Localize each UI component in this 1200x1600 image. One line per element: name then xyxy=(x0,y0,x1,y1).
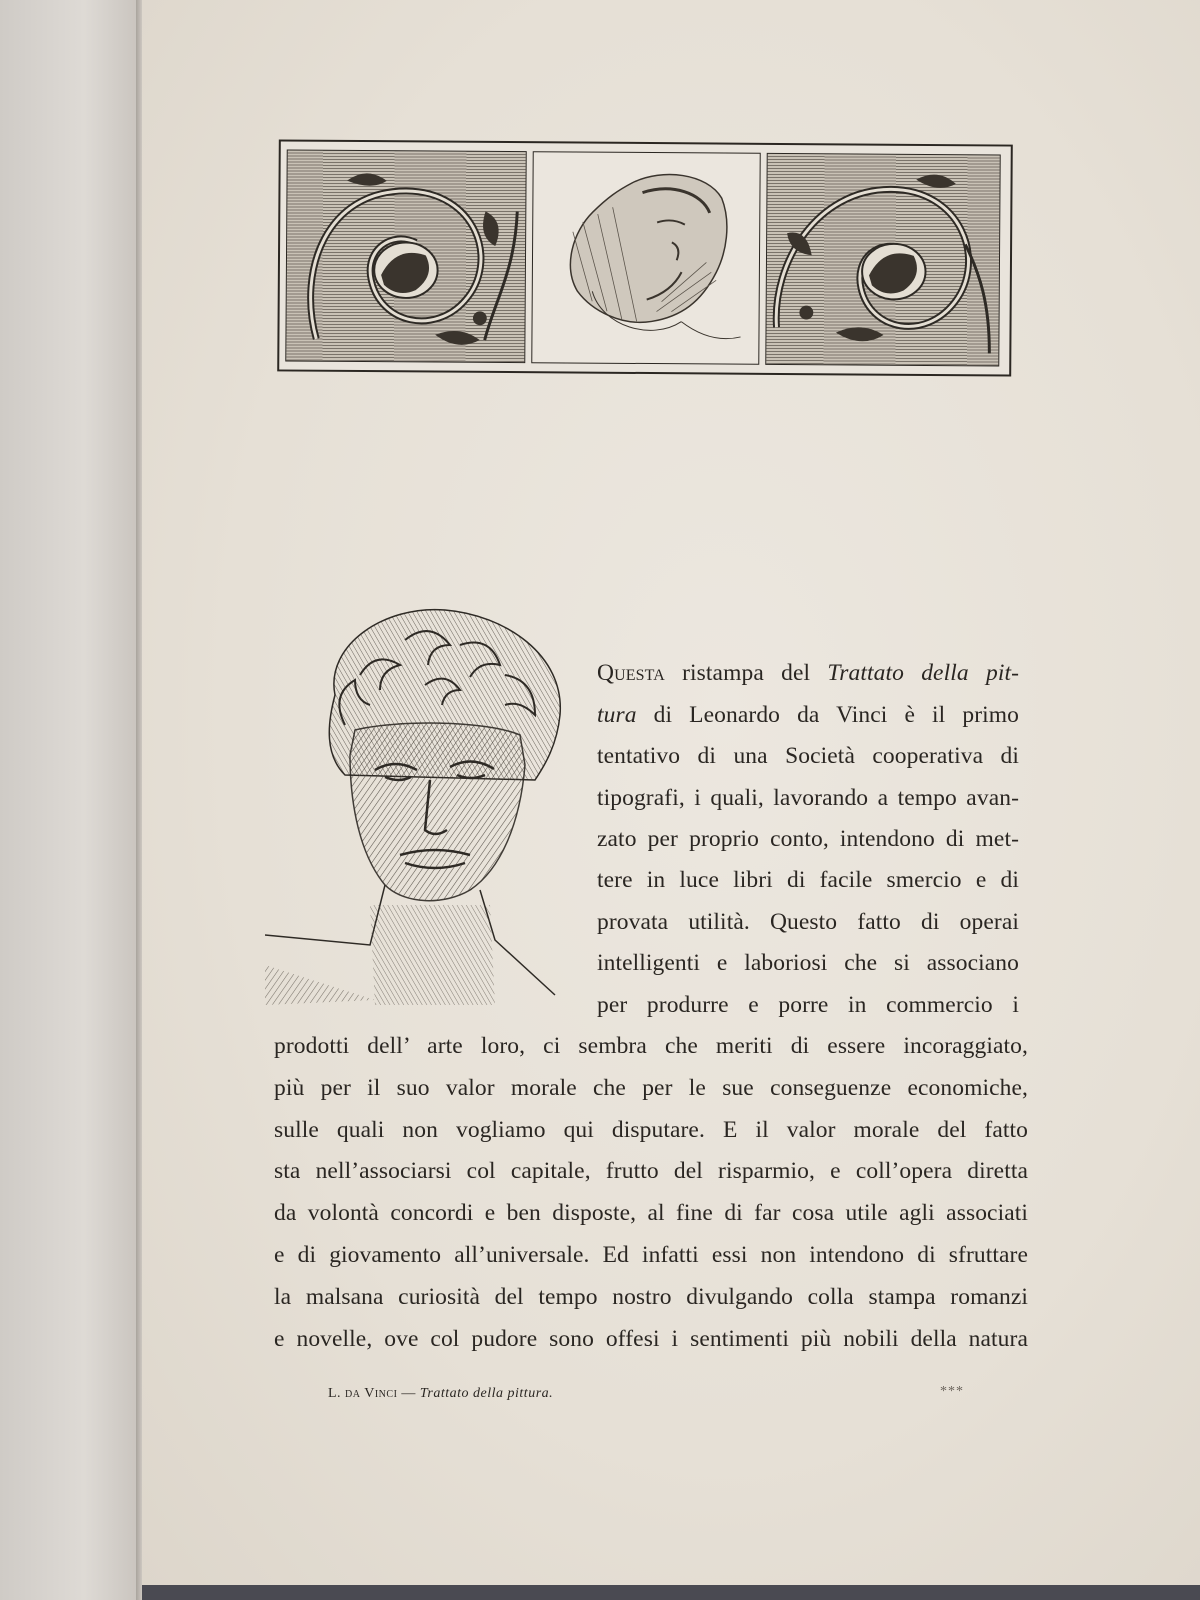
body-line-17: e novelle, ove col pudore sono offesi i sentimenti più nobili della natura xyxy=(274,1326,1028,1352)
signature-mark: *** xyxy=(940,1384,964,1399)
engraved-head-icon xyxy=(265,605,585,1030)
body-line-5: zato per proprio conto, intendono di met- xyxy=(597,826,1019,852)
engraved-portrait xyxy=(265,605,585,1030)
header-ornament-band xyxy=(277,139,1013,376)
footer-separator: — xyxy=(397,1386,420,1401)
book-title-part-2: tura xyxy=(597,702,637,728)
scroll-ornament-left xyxy=(285,149,526,363)
body-line-15: e di giovamento all’universale. Ed infatti essi non intendono di sfruttare xyxy=(274,1242,1028,1268)
bearded-head-vignette xyxy=(531,151,760,365)
bearded-head-icon xyxy=(532,152,759,364)
page-footer xyxy=(328,1386,553,1402)
body-line-1 xyxy=(597,660,1019,687)
bottom-background xyxy=(142,1585,1200,1600)
body-line-11: più per il suo valor morale che per le sue conseguenze economiche, xyxy=(274,1075,1028,1101)
body-line-12: sulle quali non vogliamo qui disputare. E il valor morale del fatto xyxy=(274,1117,1028,1143)
body-line-2 xyxy=(597,702,1019,729)
body-line-1-text: ristampa del xyxy=(664,660,828,686)
scroll-ornament-right-icon xyxy=(766,154,999,366)
body-line-9: per produrre e porre in commercio i xyxy=(597,992,1019,1018)
body-line-13: sta nell’associarsi col capitale, frutto del risparmio, e coll’opera diretta xyxy=(274,1158,1028,1184)
body-line-16: la malsana curiosità del tempo nostro divulgando colla stampa romanzi xyxy=(274,1284,1028,1310)
footer-title: Trattato della pittura. xyxy=(419,1386,554,1401)
book-title-part-1: Trattato della pit- xyxy=(827,660,1019,686)
body-line-10: prodotti dell’ arte loro, ci sembra che meriti di essere incoraggiato, xyxy=(274,1033,1028,1059)
body-line-8: intelligenti e laboriosi che si associano xyxy=(597,950,1019,976)
body-line-7: provata utilità. Questo fatto di operai xyxy=(597,909,1019,935)
opening-word: Questa xyxy=(597,660,665,686)
scroll-ornament-right xyxy=(765,153,1000,367)
body-line-2-text: di Leonardo da Vinci è il primo xyxy=(636,702,1019,728)
scroll-ornament-left-icon xyxy=(286,151,525,363)
body-line-3: tentativo di una Società cooperativa di xyxy=(597,743,1019,769)
body-line-6: tere in luce libri di facile smercio e di xyxy=(597,867,1019,893)
body-line-4: tipografi, i quali, lavorando a tempo avan- xyxy=(597,785,1019,811)
facing-page-edge xyxy=(0,0,140,1600)
body-line-14: da volontà concordi e ben disposte, al fine di far cosa utile agli associati xyxy=(274,1200,1028,1226)
footer-author: L. da Vinci xyxy=(328,1386,398,1401)
